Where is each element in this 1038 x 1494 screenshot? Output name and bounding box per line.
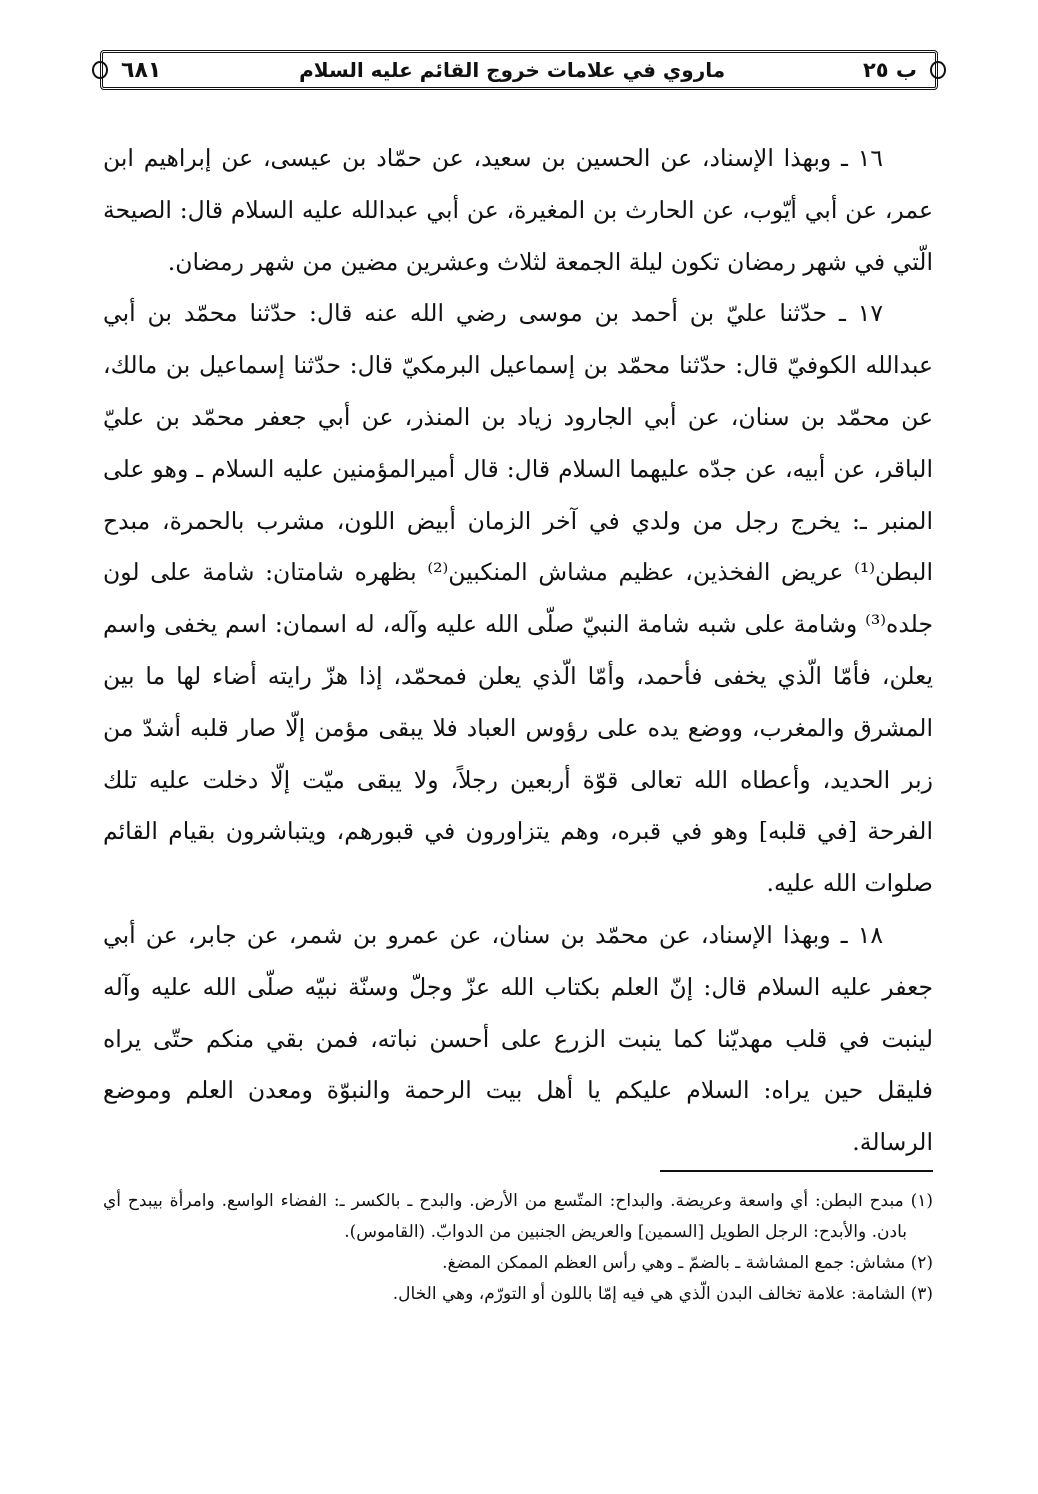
hadith-17: ١٧ ـ حدّثنا عليّ بن أحمد بن موسى رضي الله عنه قال: حدّثنا محمّد بن أبي عبدالله الكوفيّ قال: حدّثنا محمّد بن إسماعيل البرمكيّ قال: حدّثنا إسماعيل بن مالك، عن محمّد بن سنان، عن أبي الجارود زياد بن المنذر، عن أبي جعفر محمّد بن عليّ الباقر، عن أبيه، عن جدّه عليهما السلام قال: قال أميرالمؤمنين عليه السلام ـ وهو على المنبر ـ: يخرج رجل من ولدي في آخر الزمان أبيض اللون، مشرب بالحمرة، مبدح البطن⁽¹⁾ عريض الفخذين، عظيم مشاش المنكبين⁽²⁾ بظهره شامتان: شامة على لون جلده⁽³⁾ وشامة على شبه شامة النبيّ صلّى الله عليه وآله، له اسمان: اسم يخفى واسم يعلن، فأمّا الّذي يخفى فأحمد، وأمّا الّذي يعلن فمحمّد، إذا هزّ رايته أضاء لها ما بين المشرق والمغرب، ووضع يده على رؤوس العباد فلا يبقى مؤمن إلّا صار قلبه أشدّ من زبر الحديد، وأعطاه الله تعالى قوّة أربعين رجلاً، ولا يبقى ميّت إلّا دخلت عليه تلك الفرحة [في قلبه] وهو في قبره، وهم يتزاورون في قبورهم، ويتباشرون بقيام القائم صلوات الله عليه.	[103, 299, 933, 898]
main-text	[103, 133, 933, 1169]
running-title: ماروي في علامات خروج القائم عليه السلام	[299, 58, 726, 82]
header-ornament-right	[930, 61, 946, 79]
footnote-1: (١) مبدح البطن: أي واسعة وعريضة. والبداح: المتّسع من الأرض. والبدح ـ بالكسر ـ: الفضاء الواسع. وامرأة بيبدح أي بادن. والأبدح: الرجل الطويل [السمين] والعريض الجنبين من الدوابّ. (القاموس).	[103, 1191, 933, 1242]
header-ornament-left	[92, 61, 108, 79]
chapter-reference: ب ٢٥	[862, 58, 917, 82]
footnote-2: (٢) مشاش: جمع المشاشة ـ بالضمّ ـ وهي رأس العظم الممكن المضغ.	[442, 1253, 933, 1273]
footnote-divider	[660, 1170, 933, 1172]
running-header	[100, 50, 938, 90]
footnotes	[103, 1186, 933, 1310]
hadith-18: ١٨ ـ وبهذا الإسناد، عن محمّد بن سنان، عن عمرو بن شمر، عن جابر، عن أبي جعفر عليه السلام قال: إنّ العلم بكتاب الله عزّ وجلّ وسنّة نبيّه صلّى الله عليه وآله لينبت في قلب مهديّنا كما ينبت الزرع على أحسن نباته، فمن بقي منكم حتّى يراه فليقل حين يراه: السلام عليكم يا أهل بيت الرحمة والنبوّة ومعدن العلم وموضع الرسالة.	[103, 920, 933, 1157]
page-number: ٦٨١	[121, 57, 162, 83]
hadith-16: ١٦ ـ وبهذا الإسناد، عن الحسين بن سعيد، عن حمّاد بن عيسى، عن إبراهيم ابن عمر، عن أبي أيّوب، عن الحارث بن المغيرة، عن أبي عبدالله عليه السلام قال: الصيحة الّتي في شهر رمضان تكون ليلة الجمعة لثلاث وعشرين مضين من شهر رمضان.	[103, 144, 933, 276]
footnote-3: (٣) الشامة: علامة تخالف البدن الّذي هي فيه إمّا باللون أو التورّم، وهي الخال.	[392, 1284, 933, 1304]
